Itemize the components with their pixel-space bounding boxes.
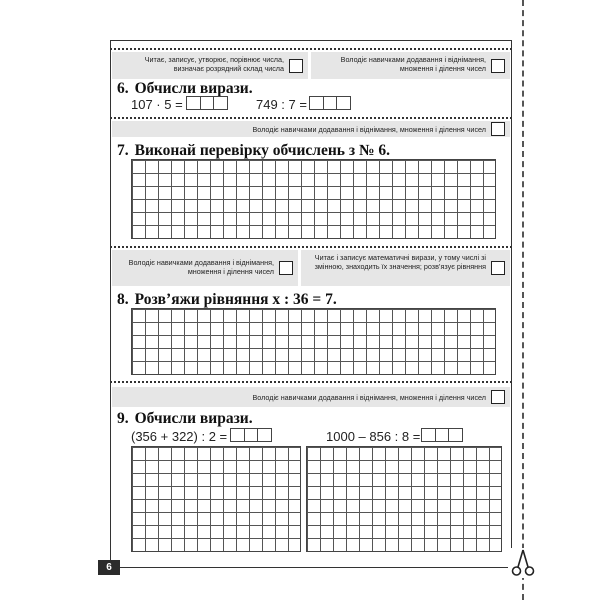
page-number: 6 (98, 560, 120, 575)
task-9-expr-1: (356 + 322) : 2 = (131, 429, 228, 444)
task-7-heading: 7. Виконай перевірку обчислень з № 6. (117, 142, 391, 159)
cut-line (522, 0, 524, 600)
answer-cells[interactable] (186, 96, 228, 110)
task-6-expr-1: 107 · 5 = (131, 97, 183, 112)
task-9-expr-2: 1000 – 856 : 8 = (326, 429, 421, 444)
skill-box-2 (311, 52, 510, 79)
skill-box-6 (112, 387, 510, 407)
task-9-grid-left[interactable] (131, 446, 301, 552)
skill-text: Читає, записує, утворює, порівнює числа, визначає розрядний склад числа (144, 55, 284, 73)
skill-box-3 (112, 121, 510, 137)
skill-text: Читає і записує математичні вирази, у тому числі зі змінною, знаходить їх значення; розв’язує рівняння (314, 253, 486, 271)
skill-checkbox[interactable] (491, 59, 505, 73)
skill-text: Володіє навичками додавання і віднімання, множення і ділення чисел (252, 124, 486, 134)
skill-box-1 (112, 52, 308, 79)
skill-checkbox[interactable] (279, 261, 293, 275)
task-9-heading: 9. Обчисли вирази. (117, 410, 253, 427)
skill-text: Володіє навичками додавання і віднімання, множення і ділення чисел (128, 258, 274, 276)
skill-checkbox[interactable] (491, 122, 505, 136)
skill-text: Володіє навичками додавання і віднімання, множення і ділення чисел (252, 392, 486, 402)
skill-text: Володіє навичками додавання і віднімання, множення і ділення чисел (340, 55, 486, 73)
answer-cells[interactable] (421, 428, 463, 442)
dotted-separator (110, 246, 512, 248)
dotted-separator (110, 48, 512, 50)
dotted-separator (110, 381, 512, 383)
task-9-grid-right[interactable] (306, 446, 502, 552)
skill-checkbox[interactable] (491, 390, 505, 404)
task-6-expr-2: 749 : 7 = (256, 97, 307, 112)
skill-checkbox[interactable] (491, 261, 505, 275)
dotted-separator (110, 117, 512, 119)
task-8-grid[interactable] (131, 308, 496, 375)
scissors-icon (508, 548, 538, 578)
skill-checkbox[interactable] (289, 59, 303, 73)
answer-cells[interactable] (230, 428, 272, 442)
skill-box-5 (301, 250, 510, 286)
task-8-heading: 8. Розв’яжи рівняння x : 36 = 7. (117, 291, 337, 308)
task-7-grid[interactable] (131, 159, 496, 239)
task-6-heading: 6. Обчисли вирази. (117, 80, 253, 97)
answer-cells[interactable] (309, 96, 351, 110)
skill-box-4 (112, 250, 298, 286)
